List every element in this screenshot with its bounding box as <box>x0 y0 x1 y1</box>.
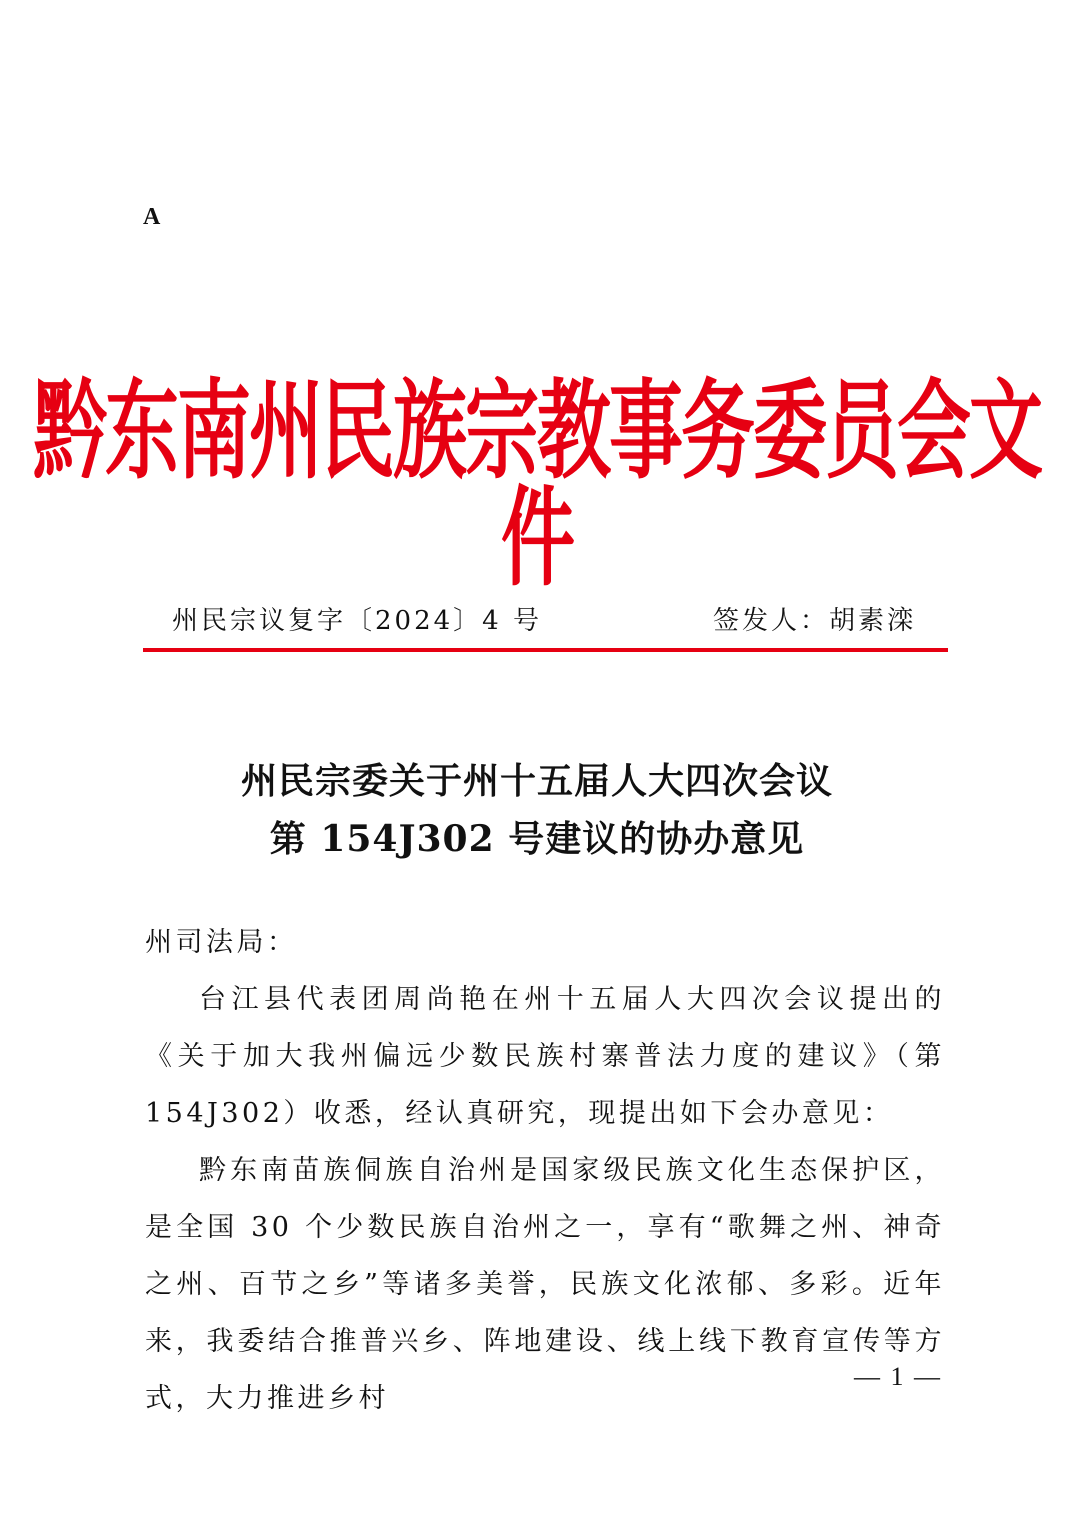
header-divider <box>143 648 948 652</box>
body-paragraph-1: 台江县代表团周尚艳在州十五届人大四次会议提出的《关于加大我州偏远少数民族村寨普法力度的建议》（第 154J302）收悉，经认真研究，现提出如下会办意见： <box>145 984 945 1129</box>
signer: 签发人：胡素滦 <box>712 606 916 636</box>
document-title-line-2: 第 154J302 号建议的协办意见 <box>269 818 805 860</box>
page-number: — 1 — <box>854 1362 942 1391</box>
document-title-line-1: 州民宗委关于州十五届人大四次会议 <box>240 760 833 802</box>
body-paragraph-2: 黔东南苗族侗族自治州是国家级民族文化生态保护区，是全国 30 个少数民族自治州之一，享有“歌舞之州、神奇之州、百节之乡”等诸多美誉，民族文化浓郁、多彩。近年来，我委结合推普兴乡、阵地建设、线上线下教育宣传等方式，大力推进乡村 <box>145 1155 945 1414</box>
document-grade: A <box>143 204 161 230</box>
document-body <box>145 914 945 1427</box>
issuing-organization-title: 黔东南州民族宗教事务委员会文件 <box>33 369 1041 602</box>
document-number: 州民宗议复字〔2024〕4 号 <box>172 606 542 636</box>
document-title <box>0 752 1074 868</box>
addressee: 州司法局： <box>145 927 298 958</box>
